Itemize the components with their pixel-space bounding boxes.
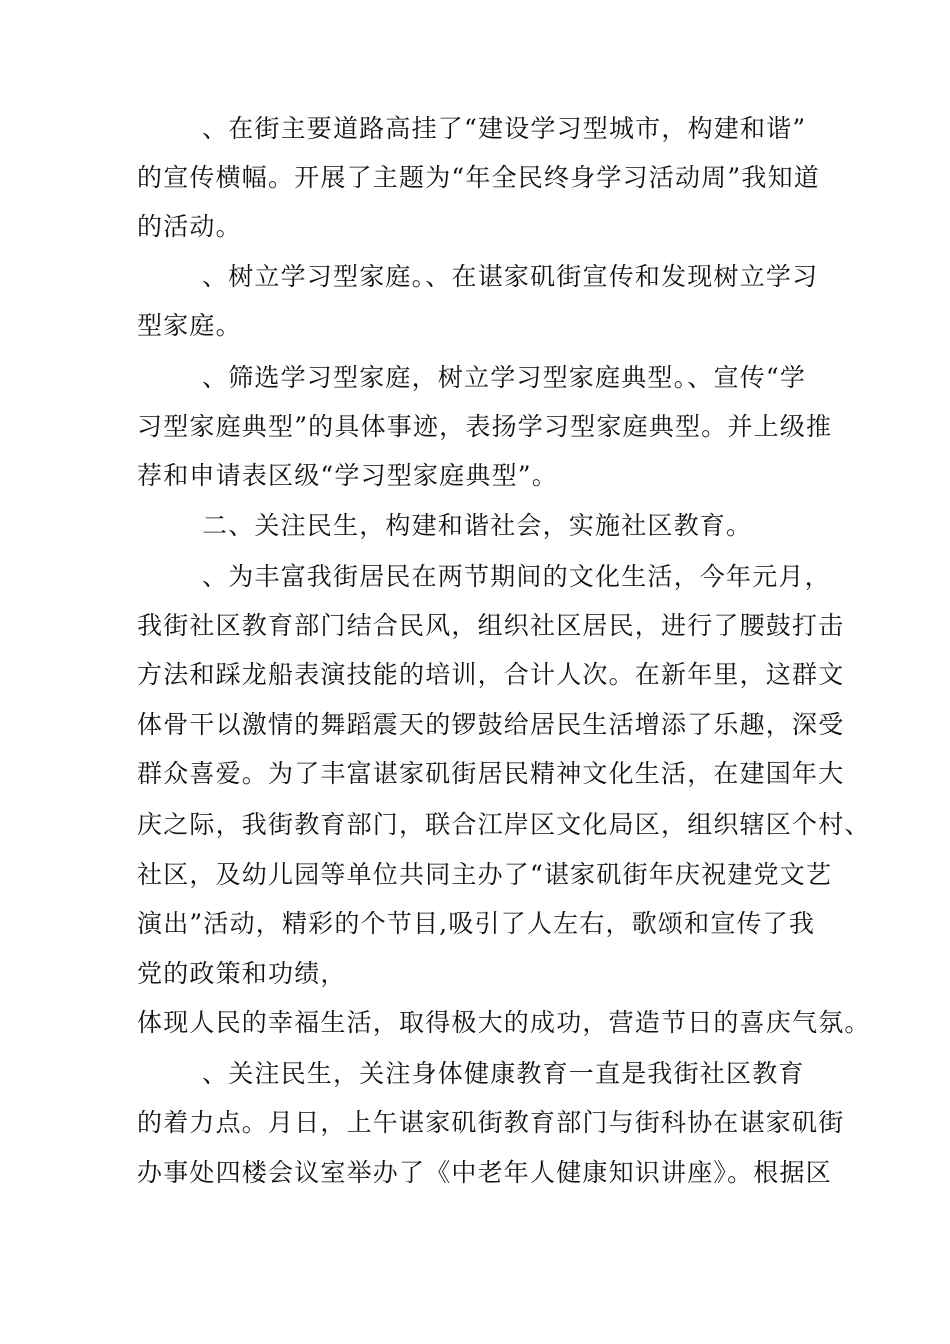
text-line: 体骨干以激情的舞蹈震天的锣鼓给居民生活增添了乐趣，深受 xyxy=(137,710,845,739)
text-line: 型家庭。 xyxy=(137,311,242,340)
text-line: 、关注民生，关注身体健康教育一直是我街社区教育 xyxy=(202,1059,805,1088)
text-line: 习型家庭典型”的具体事迹，表扬学习型家庭典型。并上级推 xyxy=(137,412,833,441)
text-line: 荐和申请表区级“学习型家庭典型”。 xyxy=(137,461,558,490)
text-line: 的着力点。月日，上午谌家矶街教育部门与街科协在谌家矶街 xyxy=(137,1108,845,1137)
text-line: 社区，及幼儿园等单位共同主办了“谌家矶街年庆祝建党文艺 xyxy=(137,860,833,889)
text-line: 、在街主要道路高挂了“建设学习型城市，构建和谐” xyxy=(202,114,807,143)
text-line: 党的政策和功绩， xyxy=(137,959,347,988)
text-line: 的宣传横幅。开展了主题为“年全民终身学习活动周”我知道 xyxy=(137,163,820,192)
text-line: 方法和踩龙船表演技能的培训，合计人次。在新年里，这群文 xyxy=(137,660,845,689)
text-line: 的活动。 xyxy=(137,212,242,241)
text-line: 庆之际，我街教育部门，联合江岸区文化局区，组织辖区个村、 xyxy=(137,810,871,839)
text-line: 、树立学习型家庭。、在谌家矶街宣传和发现树立学习 xyxy=(202,262,819,291)
text-line: 我街社区教育部门结合民风，组织社区居民，进行了腰鼓打击 xyxy=(137,611,845,640)
text-line: 群众喜爱。为了丰富谌家矶街居民精神文化生活，在建国年大 xyxy=(137,759,845,788)
text-line: 演出”活动，精彩的个节目,吸引了人左右，歌颂和宣传了我 xyxy=(137,909,816,938)
text-line: 办事处四楼会议室举办了《中老年人健康知识讲座》。根据区 xyxy=(137,1158,832,1187)
text-line: 体现人民的幸福生活，取得极大的成功，营造节日的喜庆气氛。 xyxy=(137,1008,871,1037)
text-line: 、为丰富我街居民在两节期间的文化生活，今年元月， xyxy=(202,562,831,591)
text-line: 二、关注民生，构建和谐社会，实施社区教育。 xyxy=(202,511,753,540)
text-line: 、筛选学习型家庭，树立学习型家庭典型。、宣传“学 xyxy=(202,363,807,392)
